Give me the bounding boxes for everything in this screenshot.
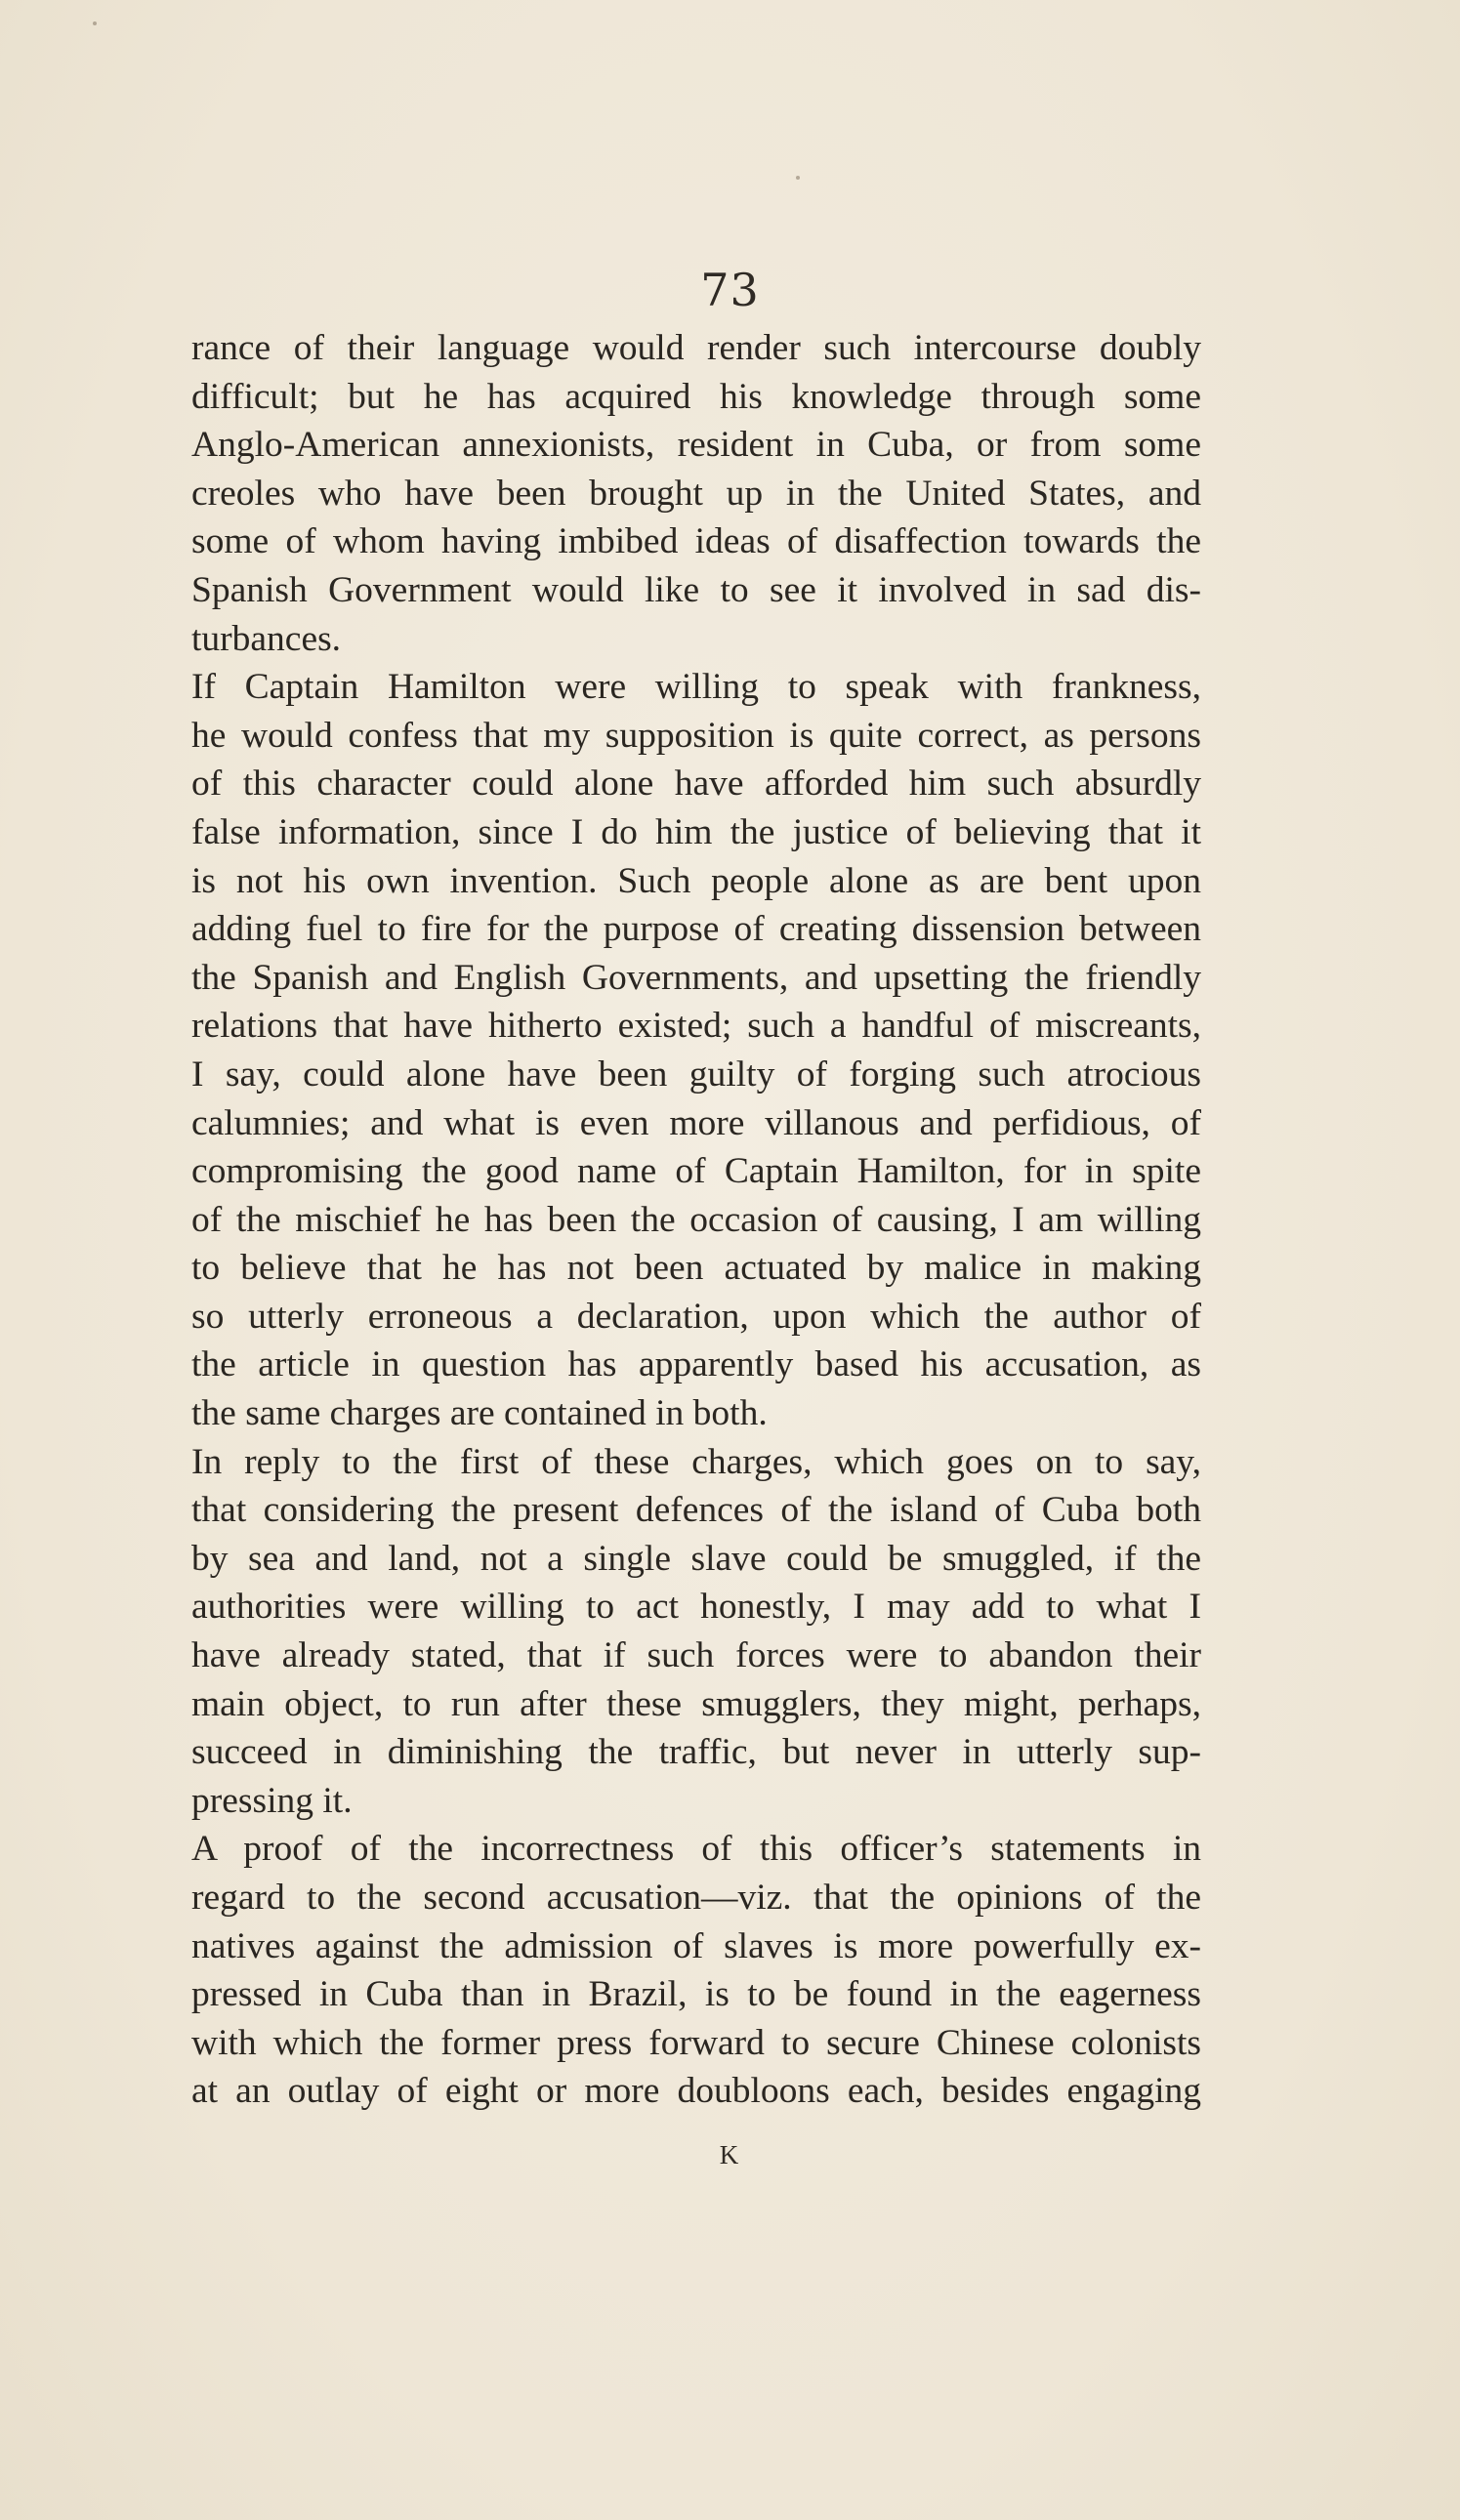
text-line: he would confess that my supposition is quite correct, as persons	[191, 715, 1201, 756]
paragraph-3	[191, 1438, 1201, 1826]
text-line: that considering the present defences of the island of Cuba both	[191, 1490, 1201, 1531]
text-line: so utterly erroneous a declaration, upon which the author of	[191, 1296, 1201, 1337]
text-line: have already stated, that if such forces were to abandon their	[191, 1635, 1201, 1676]
text-line: creoles who have been brought up in the United States, and	[191, 473, 1201, 514]
paragraph-2	[191, 663, 1201, 1438]
page-number: 73	[700, 264, 760, 316]
text-line: Anglo-American annexionists, resident in Cuba, or from some	[191, 425, 1201, 466]
text-line: of this character could alone have afforded him such absurdly	[191, 764, 1201, 805]
text-line: rance of their language would render such intercourse doubly	[191, 328, 1201, 368]
text-line: adding fuel to fire for the purpose of creating dissension between	[191, 909, 1201, 950]
text-line: In reply to the first of these charges, which goes on to say,	[191, 1441, 1201, 1482]
text-line: compromising the good name of Captain Hamilton, for in spite	[191, 1151, 1201, 1192]
text-line: at an outlay of eight or more doubloons each, besides engaging	[191, 2071, 1201, 2112]
text-line: regard to the second accusation—viz. that the opinions of the	[191, 1878, 1201, 1918]
text-line: Spanish Government would like to see it involved in sad dis-	[191, 569, 1201, 610]
text-line: false information, since I do him the justice of believing that it	[191, 811, 1201, 852]
text-line: some of whom having imbibed ideas of disaffection towards the	[191, 521, 1201, 562]
text-line: pressed in Cuba than in Brazil, is to be found in the eagerness	[191, 1974, 1201, 2015]
text-line: by sea and land, not a single slave could be smuggled, if the	[191, 1538, 1201, 1579]
body-text	[191, 324, 1201, 2116]
text-line: turbances.	[191, 618, 342, 659]
text-line: with which the former press forward to secure Chinese colonists	[191, 2022, 1201, 2063]
text-line: succeed in diminishing the traffic, but never in utterly sup-	[191, 1732, 1201, 1773]
text-line: pressing it.	[191, 1780, 353, 1821]
text-line: the same charges are contained in both.	[191, 1393, 768, 1434]
text-line: main object, to run after these smugglers, they might, perhaps,	[191, 1683, 1201, 1724]
paragraph-4	[191, 1825, 1201, 2116]
page-speck	[93, 21, 97, 25]
text-line: the article in question has apparently based his accusation, as	[191, 1344, 1201, 1385]
text-line: calumnies; and what is even more villanous and perfidious, of	[191, 1102, 1201, 1143]
signature-mark: K	[719, 2140, 741, 2169]
text-line: is not his own invention. Such people alone as are bent upon	[191, 860, 1201, 901]
text-line: relations that have hitherto existed; such a handful of miscreants,	[191, 1006, 1201, 1047]
text-line: authorities were willing to act honestly, I may add to what I	[191, 1587, 1201, 1628]
page-speck	[796, 176, 800, 180]
text-line: I say, could alone have been guilty of forging such atrocious	[191, 1053, 1201, 1095]
text-line: natives against the admission of slaves is more powerfully ex-	[191, 1925, 1201, 1966]
text-line: A proof of the incorrectness of this officer’s statements in	[191, 1829, 1201, 1870]
text-line: to believe that he has not been actuated by malice in making	[191, 1248, 1201, 1289]
text-line: difficult; but he has acquired his knowledge through some	[191, 376, 1201, 417]
text-line: If Captain Hamilton were willing to speak with frankness,	[191, 667, 1201, 708]
text-line: of the mischief he has been the occasion of causing, I am willing	[191, 1199, 1201, 1240]
text-line: the Spanish and English Governments, and upsetting the friendly	[191, 957, 1201, 998]
paragraph-1	[191, 324, 1201, 663]
